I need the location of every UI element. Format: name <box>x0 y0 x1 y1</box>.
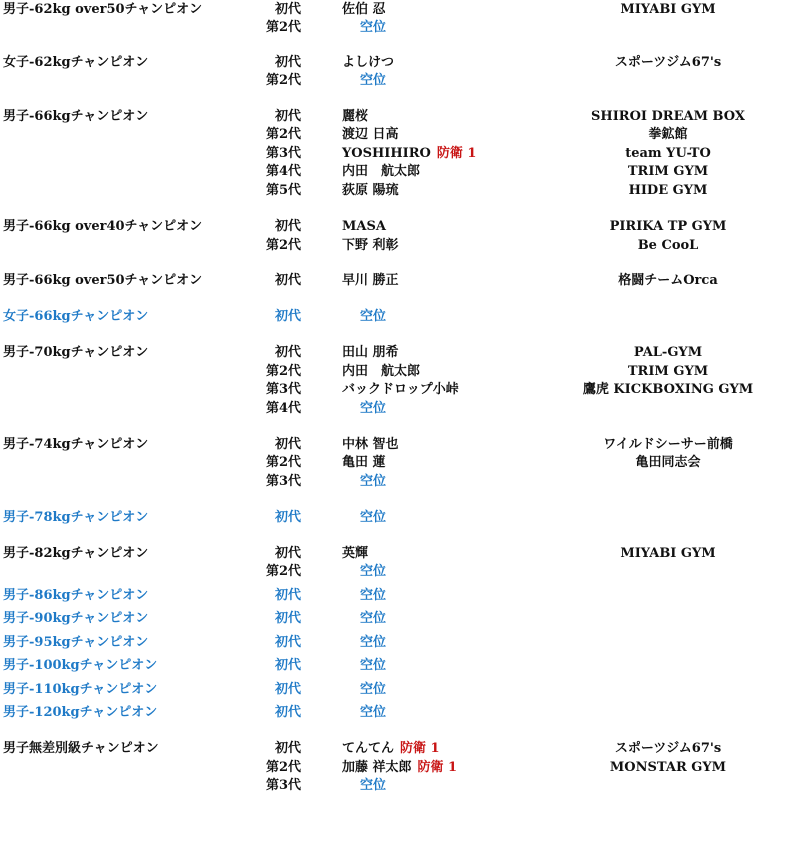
division-title: 男子-66kg over50チャンピオン <box>3 273 203 288</box>
division-title: 女子-62kgチャンピオン <box>3 55 149 70</box>
table-row <box>0 681 798 699</box>
table-row <box>0 704 798 722</box>
generation-label: 第2代 <box>266 73 302 88</box>
table-row <box>0 145 798 163</box>
generation-label: 初代 <box>275 588 302 603</box>
gym-name: 拳鉱館 <box>648 127 688 142</box>
gym-name: TRIM GYM <box>627 164 709 179</box>
defense-count: 防衛 1 <box>400 741 440 756</box>
champion-name: よしけつ <box>342 55 395 70</box>
division-title: 男子-86kgチャンピオン <box>3 588 149 603</box>
generation-label: 第4代 <box>266 401 302 416</box>
champion-name: 内田 航太郎 <box>342 164 421 179</box>
vacant-label: 空位 <box>360 510 387 525</box>
table-row <box>0 344 798 362</box>
generation-label: 第2代 <box>266 127 302 142</box>
division-title: 男子-70kgチャンピオン <box>3 345 149 360</box>
champion-name: 内田 航太郎 <box>342 364 421 379</box>
table-row <box>0 740 798 758</box>
generation-label: 初代 <box>275 55 302 70</box>
gym-name: team YU-TO <box>625 146 711 161</box>
generation-label: 初代 <box>275 611 302 626</box>
vacant-label: 空位 <box>360 20 387 35</box>
champion-name: 麗桜 <box>342 109 369 124</box>
generation-label: 第2代 <box>266 20 302 35</box>
table-row <box>0 72 798 90</box>
division-title: 男子-62kg over50チャンピオン <box>3 2 203 17</box>
champion-name: 亀田 蓮 <box>342 455 386 470</box>
division-title: 男子無差別級チャンピオン <box>3 741 159 756</box>
table-row <box>0 454 798 472</box>
table-row <box>0 218 798 236</box>
division-title: 男子-66kgチャンピオン <box>3 109 149 124</box>
gym-name: スポーツジム67's <box>614 55 722 70</box>
generation-label: 第2代 <box>266 238 302 253</box>
division-title: 男子-95kgチャンピオン <box>3 635 149 650</box>
champion-name: てんてん 防衛 1 <box>342 741 440 756</box>
champion-name: YOSHIHIRO 防衛 1 <box>342 146 477 161</box>
table-row <box>0 163 798 181</box>
generation-label: 第2代 <box>266 564 302 579</box>
generation-label: 第5代 <box>266 183 302 198</box>
gym-name: PIRIKA TP GYM <box>609 219 727 234</box>
generation-label: 初代 <box>275 109 302 124</box>
champion-name: 早川 勝正 <box>342 273 399 288</box>
generation-label: 初代 <box>275 658 302 673</box>
table-row <box>0 1 798 19</box>
gym-name: TRIM GYM <box>627 364 709 379</box>
generation-label: 初代 <box>275 510 302 525</box>
defense-count: 防衛 1 <box>417 760 458 775</box>
table-row <box>0 657 798 675</box>
division-title: 男子-78kgチャンピオン <box>3 510 149 525</box>
defense-count: 防衛 1 <box>436 146 477 161</box>
champion-name: 荻原 陽琉 <box>342 183 399 198</box>
vacant-label: 空位 <box>360 635 387 650</box>
division-title: 男子-82kgチャンピオン <box>3 546 149 561</box>
gym-name: MIYABI GYM <box>620 546 716 561</box>
table-row <box>0 363 798 381</box>
table-row <box>0 54 798 72</box>
division-title: 男子-74kgチャンピオン <box>3 437 149 452</box>
gym-name: SHIROI DREAM BOX <box>591 109 745 124</box>
champion-name: 田山 朋希 <box>342 345 399 360</box>
champion-name: MASA <box>342 219 386 234</box>
gym-name: スポーツジム67's <box>614 741 722 756</box>
generation-label: 第3代 <box>266 474 302 489</box>
generation-label: 初代 <box>275 741 302 756</box>
table-row <box>0 759 798 777</box>
generation-label: 第3代 <box>266 778 302 793</box>
generation-label: 初代 <box>275 546 302 561</box>
vacant-label: 空位 <box>360 705 387 720</box>
table-row <box>0 272 798 290</box>
generation-label: 初代 <box>275 345 302 360</box>
generation-label: 初代 <box>275 682 302 697</box>
champion-name: 渡辺 日高 <box>342 127 399 142</box>
generation-label: 第3代 <box>266 146 302 161</box>
vacant-label: 空位 <box>360 73 387 88</box>
champion-name: 中林 智也 <box>342 437 399 452</box>
division-title: 男子-90kgチャンピオン <box>3 611 149 626</box>
vacant-label: 空位 <box>360 564 387 579</box>
table-row <box>0 381 798 399</box>
table-row <box>0 587 798 605</box>
table-row <box>0 634 798 652</box>
division-title: 男子-110kgチャンピオン <box>3 682 158 697</box>
table-row <box>0 777 798 795</box>
gym-name: 亀田同志会 <box>635 455 701 470</box>
generation-label: 初代 <box>275 309 302 324</box>
vacant-label: 空位 <box>360 658 387 673</box>
table-row <box>0 308 798 326</box>
table-row <box>0 182 798 200</box>
gym-name: MONSTAR GYM <box>609 760 727 775</box>
table-row <box>0 436 798 454</box>
vacant-label: 空位 <box>360 401 387 416</box>
division-title: 女子-66kgチャンピオン <box>3 309 149 324</box>
table-row <box>0 610 798 628</box>
table-row <box>0 509 798 527</box>
table-row <box>0 563 798 581</box>
vacant-label: 空位 <box>360 778 387 793</box>
generation-label: 初代 <box>275 635 302 650</box>
champion-name: 加藤 祥太郎 防衛 1 <box>342 760 458 775</box>
vacant-label: 空位 <box>360 474 387 489</box>
generation-label: 第3代 <box>266 382 302 397</box>
gym-name: PAL-GYM <box>633 345 703 360</box>
generation-label: 初代 <box>275 2 302 17</box>
division-title: 男子-120kgチャンピオン <box>3 705 158 720</box>
table-row <box>0 237 798 255</box>
table-row <box>0 108 798 126</box>
generation-label: 初代 <box>275 437 302 452</box>
table-row <box>0 473 798 491</box>
table-row <box>0 545 798 563</box>
champion-name: 英輝 <box>342 546 369 561</box>
vacant-label: 空位 <box>360 682 387 697</box>
gym-name: Be CooL <box>637 238 699 253</box>
generation-label: 初代 <box>275 273 302 288</box>
champion-name: 佐伯 忍 <box>342 2 386 17</box>
generation-label: 第4代 <box>266 164 302 179</box>
gym-name: 格闘チームOrca <box>618 273 718 288</box>
generation-label: 初代 <box>275 705 302 720</box>
champion-name: 下野 利彰 <box>342 238 399 253</box>
gym-name: MIYABI GYM <box>620 2 716 17</box>
generation-label: 第2代 <box>266 364 302 379</box>
vacant-label: 空位 <box>360 611 387 626</box>
vacant-label: 空位 <box>360 588 387 603</box>
gym-name: 鷹虎 KICKBOXING GYM <box>582 382 754 397</box>
champion-name: バックドロップ小峠 <box>342 382 459 397</box>
generation-label: 初代 <box>275 219 302 234</box>
generation-label: 第2代 <box>266 455 302 470</box>
gym-name: ワイルドシーサー前橋 <box>603 437 733 452</box>
generation-label: 第2代 <box>266 760 302 775</box>
table-row <box>0 400 798 418</box>
division-title: 男子-66kg over40チャンピオン <box>3 219 203 234</box>
division-title: 男子-100kgチャンピオン <box>3 658 158 673</box>
table-row <box>0 126 798 144</box>
vacant-label: 空位 <box>360 309 387 324</box>
gym-name: HIDE GYM <box>628 183 708 198</box>
table-row <box>0 19 798 37</box>
